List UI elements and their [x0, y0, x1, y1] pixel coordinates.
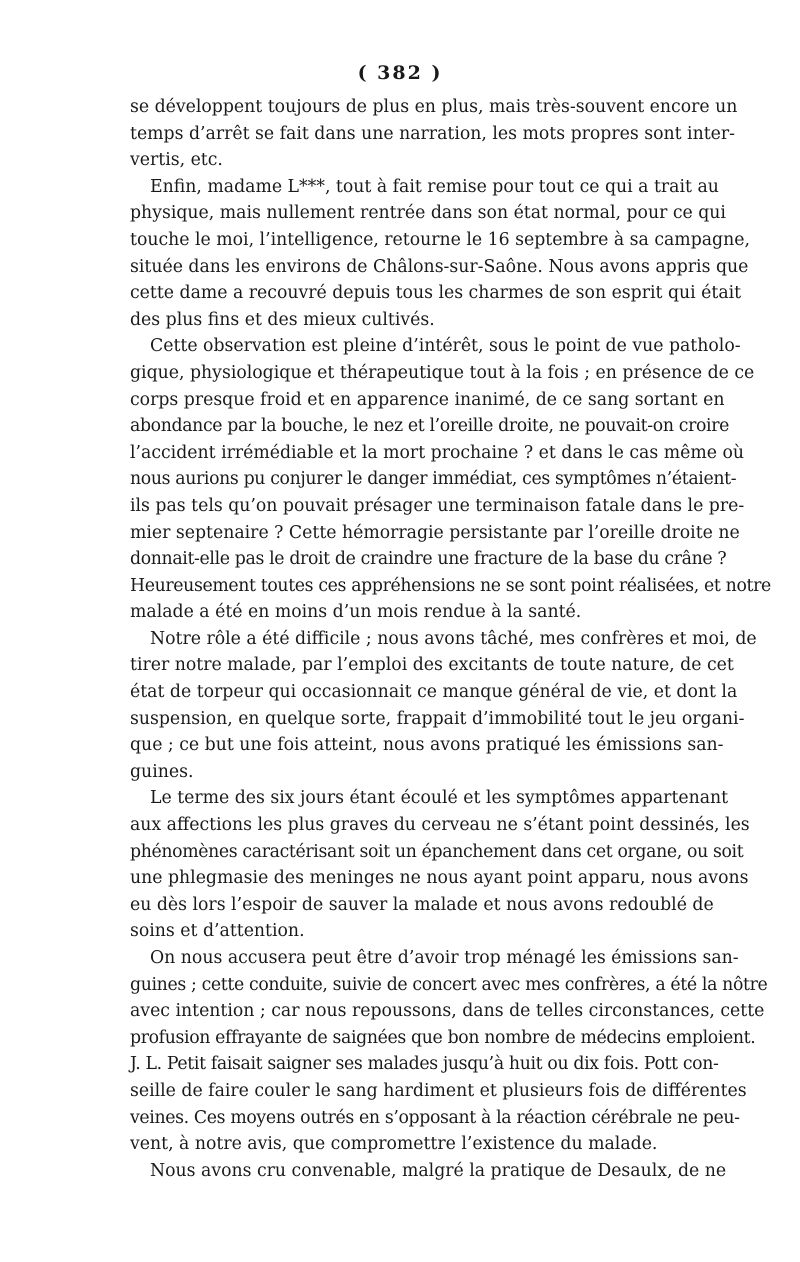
body-text: [130, 94, 771, 1184]
text-line: nous aurions pu conjurer le danger immédiat, ces symptômes n’étaient-: [130, 469, 737, 490]
text-line: On nous accusera peut être d’avoir trop ménagé les émissions san-: [150, 948, 739, 968]
text-line: J. L. Petit faisait saigner ses malades jusqu’à huit ou dix fois. Pott con-: [130, 1054, 719, 1075]
text-line: Le terme des six jours étant écoulé et les symptômes appartenant: [150, 788, 729, 809]
text-line: située dans les environs de Châlons-sur-Saône. Nous avons appris que: [130, 256, 749, 277]
text-line: touche le moi, l’intelligence, retourne le 16 septembre à sa campagne,: [130, 229, 750, 250]
text-line: Notre rôle a été difficile ; nous avons tâché, mes confrères et moi, de: [150, 628, 757, 649]
text-line: avec intention ; car nous repoussons, dans de telles circonstances, cette: [130, 1001, 765, 1022]
text-line: une phlegmasie des meninges ne nous ayant point apparu, nous avons: [130, 868, 749, 889]
text-line: Nous avons cru convenable, malgré la pratique de Desaulx, de ne: [150, 1160, 727, 1181]
text-line: cette dame a recouvré depuis tous les charmes de son esprit qui était: [130, 283, 742, 304]
text-line: malade a été en moins d’un mois rendue à la santé.: [130, 602, 582, 623]
text-line: tirer notre malade, par l’emploi des excitants de toute nature, de cet: [130, 655, 734, 676]
text-line: corps presque froid et en apparence inanimé, de ce sang sortant en: [130, 389, 725, 410]
text-line: veines. Ces moyens outrés en s’opposant à la réaction cérébrale ne peu-: [130, 1107, 740, 1128]
text-line: mier septenaire ? Cette hémorragie persistante par l’oreille droite ne: [130, 522, 740, 543]
text-line: physique, mais nullement rentrée dans son état normal, pour ce qui: [130, 203, 726, 224]
text-line: profusion effrayante de saignées que bon nombre de médecins emploient.: [130, 1027, 756, 1048]
text-line: vertis, etc.: [130, 150, 223, 171]
text-line: aux affections les plus graves du cerveau ne s’étant point dessinés, les: [130, 815, 750, 836]
text-line: l’accident irrémédiable et la mort prochaine ? et dans le cas même où: [130, 442, 744, 463]
text-line: ils pas tels qu’on pouvait présager une terminaison fatale dans le pre-: [130, 495, 745, 516]
text-line: se développent toujours de plus en plus, mais très-souvent encore un: [130, 97, 738, 117]
text-line: des plus fins et des mieux cultivés.: [130, 309, 435, 330]
text-line: guines.: [130, 761, 194, 782]
text-line: état de torpeur qui occasionnait ce manque général de vie, et dont la: [130, 682, 738, 703]
text-line: gique, physiologique et thérapeutique tout à la fois ; en présence de ce: [130, 362, 755, 383]
text-line: eu dès lors l’espoir de sauver la malade et nous avons redoublé de: [130, 894, 714, 915]
text-line: abondance par la bouche, le nez et l’oreille droite, ne pouvait-on croire: [130, 416, 730, 437]
text-line: soins et d’attention.: [130, 921, 305, 942]
text-line: donnait-elle pas le droit de craindre une fracture de la base du crâne ?: [130, 549, 727, 570]
text-line: Cette observation est pleine d’intérêt, sous le point de vue patholo-: [150, 336, 741, 357]
text-line: phénomènes caractérisant soit un épanchement dans cet organe, ou soit: [130, 841, 744, 862]
text-line: vent, à notre avis, que compromettre l’existence du malade.: [130, 1134, 658, 1155]
text-line: seille de faire couler le sang hardiment et plusieurs fois de différentes: [130, 1080, 747, 1101]
text-line: Enfin, madame L***, tout à fait remise pour tout ce qui a trait au: [150, 176, 719, 197]
text-line: que ; ce but une fois atteint, nous avons pratiqué les émissions san-: [130, 735, 724, 756]
text-line: guines ; cette conduite, suivie de concert avec mes confrères, a été la nôtre: [130, 974, 768, 995]
text-line: temps d’arrêt se fait dans une narration, les mots propres sont inter-: [130, 123, 735, 144]
text-line: Heureusement toutes ces appréhensions ne se sont point réalisées, et notre: [130, 575, 771, 596]
page-number: ( 382 ): [357, 62, 443, 84]
text-line: suspension, en quelque sorte, frappait d’immobilité tout le jeu organi-: [130, 708, 745, 729]
